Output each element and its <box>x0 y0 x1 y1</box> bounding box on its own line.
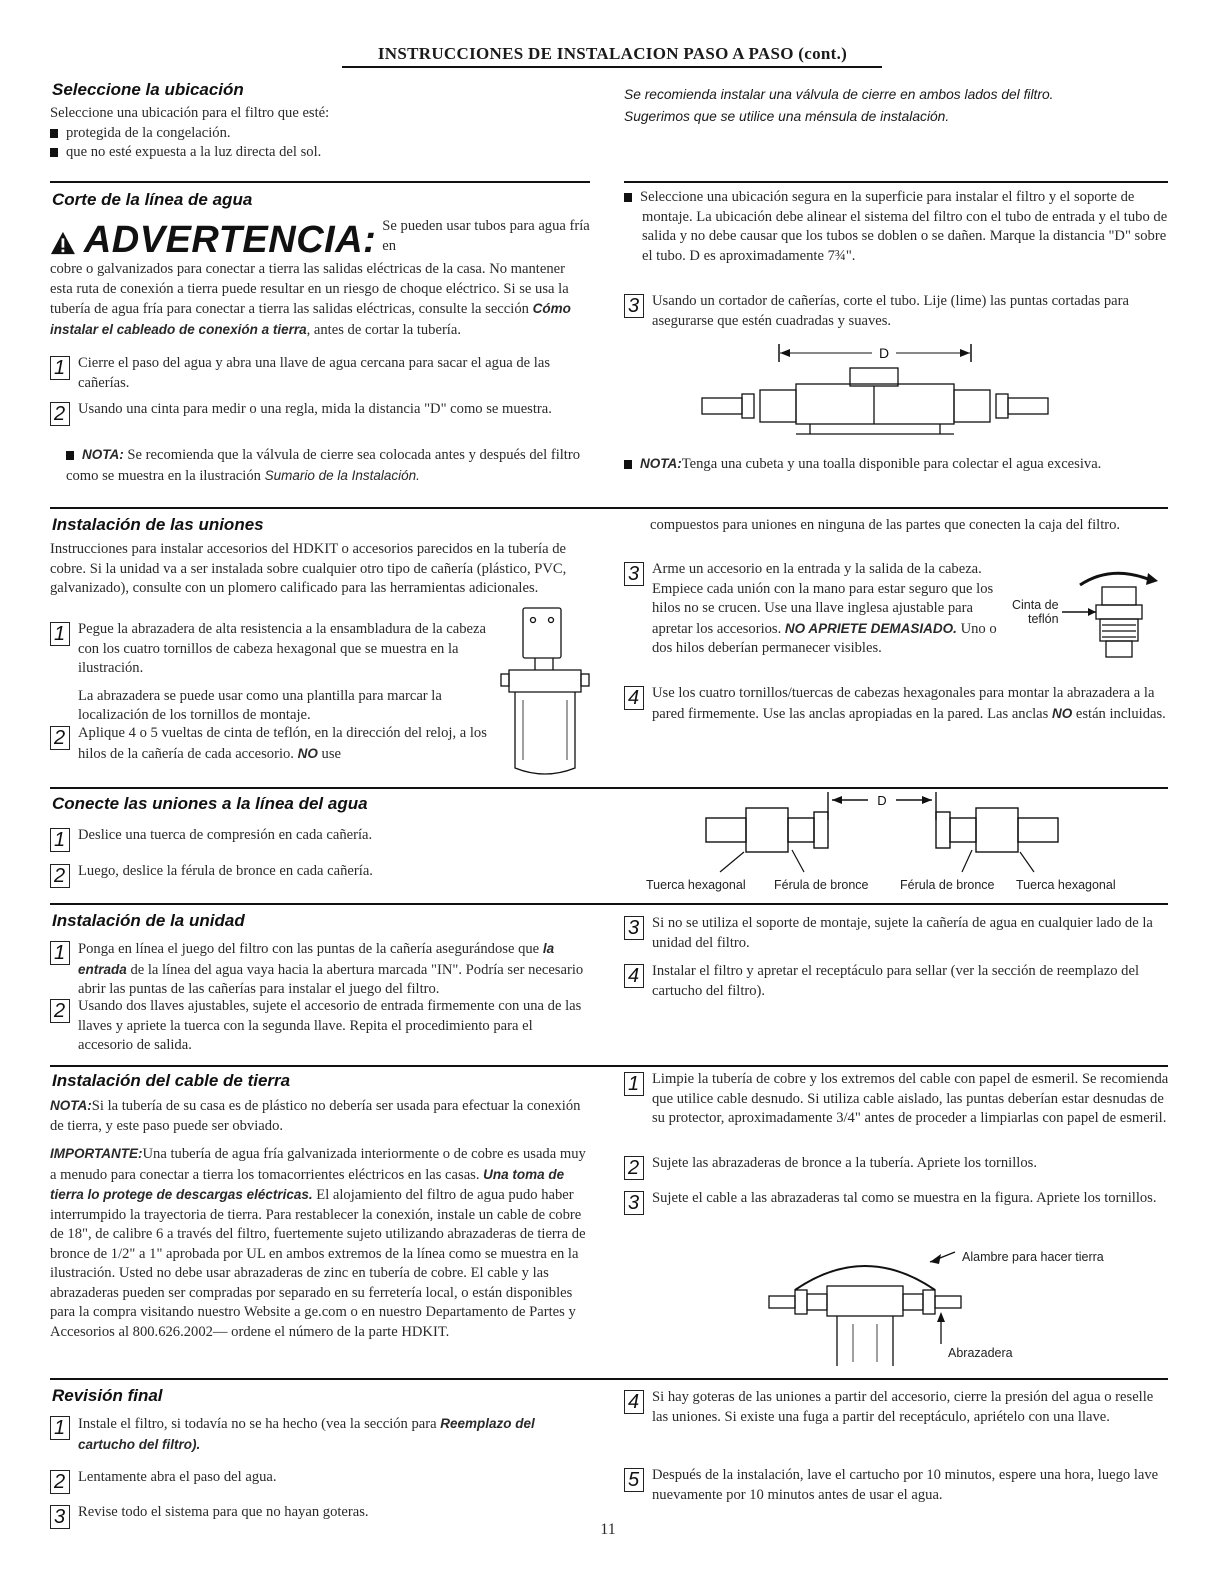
warning-lead: Se pueden usar tubos para agua fría en <box>382 218 590 254</box>
step-text <box>652 560 1004 659</box>
page-title: INSTRUCCIONES DE INSTALACION PASO A PASO (cont.) <box>377 44 848 63</box>
nota-label: NOTA: <box>82 447 124 462</box>
page-number: 11 <box>600 1521 616 1538</box>
cut-step-3 <box>624 292 1170 331</box>
location-bullet-1 <box>50 124 590 144</box>
teflon-fitting-illustration <box>1060 555 1170 665</box>
warning-triangle-icon <box>50 230 76 256</box>
step-text-main: Arme un accesorio en la entrada y la salida de la cabeza. Empiece cada unión con la mano para estar seguro que los hilos no se crucen. Use una llave inglesa ajustable para apretar los accesorios. <box>652 561 994 637</box>
step-number-box <box>624 1191 644 1215</box>
step-text-main: Ponga en línea el juego del filtro con las puntas de la cañería asegurándose que <box>78 941 540 957</box>
warning-block <box>50 216 590 340</box>
step-number: 3 <box>54 1506 66 1528</box>
warning-title: ADVERTENCIA: <box>83 219 377 261</box>
bullet-icon <box>624 193 632 202</box>
unit-step-2 <box>50 997 590 1056</box>
step-text-main: Instale el filtro, si todavía no se ha hecho (vea la sección para <box>78 1416 437 1432</box>
section-heading-connect: Conecte las uniones a la línea del agua <box>52 794 368 813</box>
step-number-box <box>50 999 70 1023</box>
important-rest: El alojamiento del filtro de agua pudo haber interrumpido la trayectoria de tierra. Para restablecer la conexión, instale un cable de cobre de 18", de calibre 6 a través del filtro, fuertemente sujeto utilizando abrazaderas de tierra de bronce de 1/2" a 1" aprobada por UL en ambos extremos de la línea como se muestra en la ilustración. Usted no debe usar abrazaderas de zinc en tubería de cobre. El cable y las abrazaderas pueden ser compradas por separado en su ferretería local, o están disponibles para la compra visitando nuestro Website a ge.com o en nuestro Departamento de Partes y Accesorios al 800.626.2002— ordene el número de la parte HDKIT. <box>50 1187 586 1340</box>
label-ferrule-1: Férula de bronce <box>774 878 869 892</box>
step-number-box <box>50 1470 70 1494</box>
bullet-icon <box>50 129 58 138</box>
ground-wire-illustration <box>765 1244 965 1374</box>
important-emphasis: Una toma de tierra lo protege de descargas eléctricas. <box>50 1166 565 1202</box>
final-step-1 <box>50 1414 590 1455</box>
bullet-text: Seleccione una ubicación segura en la superficie para instalar el filtro y el soporte de montaje. La ubicación debe alinear el sistema del filtro con el tubo de entrada y el tubo de salida y no debe causar que los tubos se doblen o se dañen. Marque la distancia "D" sobre el tubo. D es aproximadamente 7¾". <box>640 189 1168 264</box>
title-underline <box>342 66 882 68</box>
nota-link: Sumario de la Instalación. <box>264 467 420 483</box>
step-text: Usando dos llaves ajustables, sujete el accesorio de entrada firmemente con una de las llaves y apriete la tuerca con la segunda llave. Repita el procedimiento para el accesorio de salida. <box>78 998 582 1053</box>
label-ferrule-2: Férula de bronce <box>900 878 995 892</box>
step-text-end: de la línea del agua vaya hacia la abertura marcada "IN". Podría ser necesario abrir las puntas de las cañerías para instalar el juego del filtro. <box>78 961 584 997</box>
step-text: Si no se utiliza el soporte de montaje, sujete la cañería de agua en cualquier lado de la unidad del filtro. <box>652 915 1153 951</box>
bullet-icon <box>624 460 632 469</box>
step-number: 3 <box>628 563 640 585</box>
step-text <box>78 724 510 764</box>
warning-body-text: cobre o galvanizados para conectar a tierra las salidas eléctricas de la casa. No mantener esta ruta de conexión a tierra puede resultar en un riesgo de choque eléctrico. Si se usa la tubería de agua fría para conectar a tierra las salidas eléctricas, consulte la sección <box>50 261 569 317</box>
cut-nota-2 <box>624 454 1170 475</box>
step-number-box <box>50 622 70 646</box>
unit-step-3 <box>624 914 1170 953</box>
step-number: 1 <box>54 829 66 851</box>
connect-step-1 <box>50 826 590 851</box>
step-number-box <box>50 1416 70 1440</box>
step-number-box <box>50 941 70 965</box>
step-text: Usando un cortador de cañerías, corte el tubo. Lije (lime) las puntas cortadas para asegurarse que estén cuadradas y suaves. <box>652 293 1129 329</box>
step-text-main: Aplique 4 o 5 vueltas de cinta de teflón, en la dirección del reloj, a los hilos de la cañería de cada accesorio. <box>78 725 487 762</box>
step-link: Reemplazo del cartucho del filtro). <box>78 1416 535 1452</box>
step-number-box <box>624 1072 644 1096</box>
step-emphasis: NO <box>1051 705 1073 721</box>
step-text: Instalar el filtro y apretar el receptáculo para sellar (ver la sección de reemplazo del cartucho del filtro). <box>652 963 1140 999</box>
unit-step-4 <box>624 962 1170 1001</box>
filter-bracket-illustration <box>495 600 600 780</box>
step-number-box <box>624 916 644 940</box>
ground-step-1 <box>624 1070 1170 1129</box>
step-number: 1 <box>54 1417 66 1439</box>
step-number-box <box>624 686 644 710</box>
label-ground-wire: Alambre para hacer tierra <box>962 1250 1104 1264</box>
step-text: Luego, deslice la férula de bronce en cada cañería. <box>78 863 373 879</box>
section-heading-unit: Instalación de la unidad <box>52 911 245 930</box>
cut-nota <box>66 445 586 486</box>
important-label: IMPORTANTE: <box>50 1146 143 1161</box>
divider <box>50 903 1168 905</box>
bullet-icon <box>66 451 74 460</box>
ground-step-2 <box>624 1154 1170 1179</box>
teflon-label-line-2: teflón <box>1028 612 1059 626</box>
step-number-box <box>624 964 644 988</box>
divider <box>50 1065 1168 1067</box>
section-heading-unions: Instalación de las uniones <box>52 515 264 534</box>
location-bullet-2 <box>50 143 590 163</box>
step-number: 2 <box>54 1471 66 1493</box>
step-text <box>78 939 590 1000</box>
location-text <box>50 104 590 163</box>
step-text: Limpie la tubería de cobre y los extremos del cable con papel de esmeril. Se recomienda que utilice cable desnudo. Si utiliza cable aislado, las puntas deberían estar desnudas de su protector, aproximadamente 3/4" antes de proceder a limpiarlas con papel de esmeril. <box>652 1071 1169 1126</box>
ground-important <box>50 1144 590 1342</box>
step-number: 1 <box>628 1073 640 1095</box>
step-number: 4 <box>628 687 640 709</box>
step-number: 2 <box>54 1000 66 1022</box>
step-text-end: use <box>321 745 341 762</box>
divider <box>50 507 1168 509</box>
step-number: 3 <box>628 1192 640 1214</box>
label-hex-nut-2: Tuerca hexagonal <box>1016 878 1116 892</box>
step-number: 1 <box>54 942 66 964</box>
step-text: Lentamente abra el paso del agua. <box>78 1469 277 1485</box>
location-notes <box>624 84 1184 128</box>
d-label: D <box>877 793 887 808</box>
step-text: Revise todo el sistema para que no hayan goteras. <box>78 1504 369 1520</box>
cut-step-1 <box>50 354 590 393</box>
section-heading-ground: Instalación del cable de tierra <box>52 1071 291 1090</box>
step-number: 2 <box>54 403 66 425</box>
bullet-icon <box>50 148 58 157</box>
final-step-5 <box>624 1466 1170 1505</box>
nota-label: NOTA: <box>640 456 682 471</box>
nota-text: Tenga una cubeta y una toalla disponible para colectar el agua excesiva. <box>681 456 1102 472</box>
connect-step-2 <box>50 862 590 887</box>
step-number-box <box>50 726 70 750</box>
important-text: Una tubería de agua fría galvanizada interiormente o de cobre es usada muy a menudo para conectar a tierra los tomacorrientes eléctricos en las casas. <box>50 1146 586 1183</box>
cut-right-bullet <box>624 188 1170 266</box>
bullet-text: protegida de la congelación. <box>66 124 231 141</box>
step-number-box <box>50 828 70 852</box>
label-clamp: Abrazadera <box>948 1346 1013 1360</box>
teflon-label-line-1: Cinta de <box>1012 598 1059 612</box>
step-number-box <box>50 1505 70 1529</box>
location-note-2: Sugerimos que se utilice una ménsula de instalación. <box>624 109 950 124</box>
unions-step-3 <box>624 560 1004 659</box>
divider <box>50 1378 1168 1380</box>
divider <box>50 787 1168 789</box>
d-label: D <box>878 345 890 361</box>
step-number-box <box>624 562 644 586</box>
step-number: 2 <box>54 727 66 749</box>
unions-intro: Instrucciones para instalar accesorios del HDKIT o accesorios parecidos en la tubería de cobre. Si la unidad va a ser instalada sobre cualquier otro tipo de cañería (plástico, PVC, galvanizado), consulte con un plomero calificado para las herramientas adicionales. <box>50 541 567 596</box>
teflon-label <box>1012 598 1059 626</box>
step-text <box>78 1414 590 1455</box>
step-text-end: Uno o dos hilos deberían permanecer visibles. <box>652 620 997 656</box>
section-heading-final: Revisión final <box>52 1386 163 1405</box>
unions-step-2 <box>50 724 510 764</box>
divider <box>50 181 590 183</box>
step-text: Si hay goteras de las uniones a partir del accesorio, cierre la presión del agua o reselle las uniones. Si existe una fuga a partir del receptáculo, apriételo con una llave. <box>652 1389 1154 1425</box>
warning-end: , antes de cortar la tubería. <box>306 321 461 338</box>
step-number: 1 <box>54 623 66 645</box>
nota-text: Si la tubería de su casa es de plástico no debería ser usada para efectuar la conexión de tierra, y este paso puede ser obviado. <box>50 1098 581 1134</box>
step-text: Pegue la abrazadera de alta resistencia a la ensambladura de la cabeza con los cuatro tornillos de cabeza hexagonal que se muestra en la ilustración. <box>78 621 486 676</box>
step-number-box <box>50 402 70 426</box>
step-text: Cierre el paso del agua y abra una llave de agua cercana para sacar el agua de las cañerías. <box>78 355 551 391</box>
step-number: 3 <box>628 295 640 317</box>
step-number: 2 <box>54 865 66 887</box>
ground-nota <box>50 1096 590 1136</box>
step-emphasis: la entrada <box>78 941 555 977</box>
step-number: 3 <box>628 917 640 939</box>
divider <box>624 181 1168 183</box>
pipe-cut-illustration <box>700 340 1050 445</box>
step-emphasis: NO APRIETE DEMASIADO. <box>784 620 957 636</box>
nota-text: Se recomienda que la válvula de cierre sea colocada antes y después del filtro como se muestra en la ilustración <box>66 447 581 484</box>
step-number-box <box>624 1468 644 1492</box>
step-text <box>652 684 1170 724</box>
location-intro: Seleccione una ubicación para el filtro que esté: <box>50 105 330 121</box>
ground-step-3 <box>624 1189 1170 1214</box>
final-step-4 <box>624 1388 1170 1427</box>
step-emphasis: NO <box>297 745 318 761</box>
step-text-extra: La abrazadera se puede usar como una plantilla para marcar la localización de los tornillos de montaje. <box>78 687 442 723</box>
unions-step-4 <box>624 684 1170 724</box>
step-text: Deslice una tuerca de compresión en cada cañería. <box>78 827 373 843</box>
step-text-end: están incluidas. <box>1075 705 1166 722</box>
step-number-box <box>624 294 644 318</box>
unions-step-1 <box>50 620 510 726</box>
step-text: Sujete las abrazaderas de bronce a la tubería. Apriete los tornillos. <box>652 1155 1037 1171</box>
warning-body <box>50 260 590 340</box>
warning-link: Cómo instalar el cableado de conexión a tierra <box>50 301 571 337</box>
step-number: 4 <box>628 965 640 987</box>
step-text-main: Use los cuatro tornillos/tuercas de cabezas hexagonales para montar la abrazadera a la pared firmemente. Use las anclas apropiadas en la pared. Las anclas <box>652 685 1155 722</box>
union-connect-illustration <box>700 790 1070 875</box>
step-text: Sujete el cable a las abrazaderas tal como se muestra en la figura. Apriete los tornillos. <box>652 1190 1157 1206</box>
location-note-1: Se recomienda instalar una válvula de cierre en ambos lados del filtro. <box>624 87 1054 102</box>
final-step-3 <box>50 1503 590 1528</box>
nota-label: NOTA: <box>50 1098 92 1113</box>
step-text: Usando una cinta para medir o una regla, mida la distancia "D" como se muestra. <box>78 401 552 417</box>
label-hex-nut-1: Tuerca hexagonal <box>646 878 746 892</box>
section-heading-cut: Corte de la línea de agua <box>52 190 253 209</box>
step-number-box <box>624 1390 644 1414</box>
bullet-text: que no esté expuesta a la luz directa del sol. <box>66 144 322 160</box>
unit-step-1 <box>50 939 590 1000</box>
step-text: Después de la instalación, lave el cartucho por 10 minutos, espere una hora, luego lave nuevamente por 10 minutos antes de usar el agua. <box>652 1467 1159 1503</box>
step-number: 5 <box>628 1469 640 1491</box>
unions-continued: compuestos para uniones en ninguna de las partes que conecten la caja del filtro. <box>650 517 1121 533</box>
cut-step-2 <box>50 400 590 425</box>
section-heading-location: Seleccione la ubicación <box>52 80 244 99</box>
step-number-box <box>50 864 70 888</box>
final-step-2 <box>50 1468 590 1493</box>
step-number-box <box>50 356 70 380</box>
step-number-box <box>624 1156 644 1180</box>
step-number: 4 <box>628 1391 640 1413</box>
step-number: 1 <box>54 357 66 379</box>
step-number: 2 <box>628 1157 640 1179</box>
